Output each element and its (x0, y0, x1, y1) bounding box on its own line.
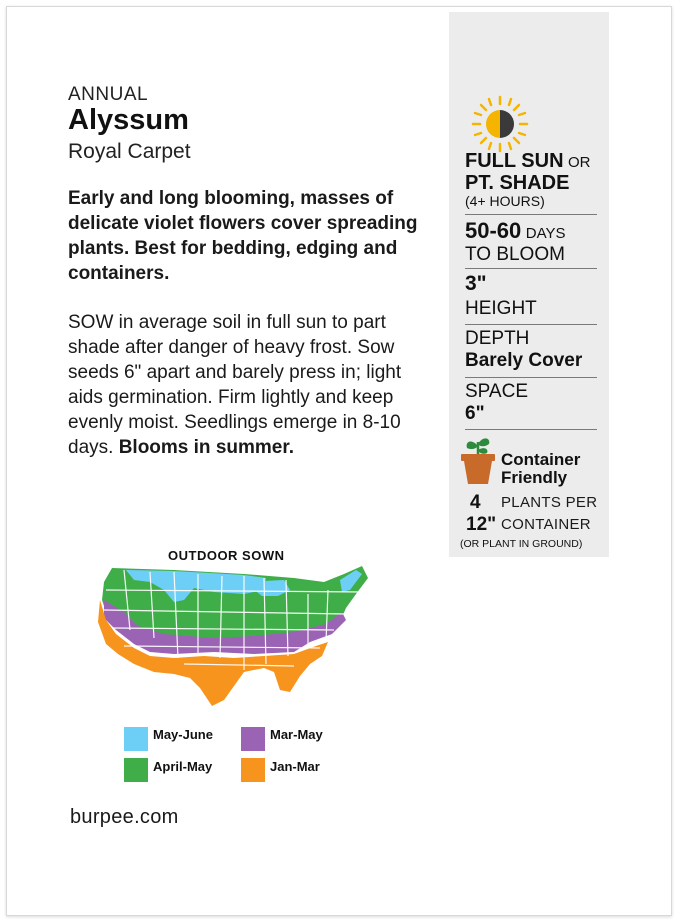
container-label: CONTAINER (501, 516, 591, 533)
plant-description: Early and long blooming, masses of delicate violet flowers cover spreading plants. Best for bedding, edging and containers. (68, 188, 418, 284)
legend-swatch-april-may (124, 758, 148, 782)
sun-hours: (4+ HOURS) (465, 193, 545, 209)
container-size: 12" (466, 514, 497, 535)
legend-label-april-may: April-May (153, 759, 213, 774)
sowing-depth (465, 324, 597, 372)
plant-name: Alyssum (68, 104, 189, 136)
bloom-value: 50-60 (465, 218, 522, 243)
legend-label-may-june: May-June (153, 727, 213, 742)
legend-label-jan-mar: Jan-Mar (270, 759, 320, 774)
depth-value: Barely Cover (465, 350, 583, 371)
sun-alt: PT. SHADE (465, 172, 570, 194)
us-planting-zone-map (94, 560, 374, 725)
website-link[interactable]: burpee.com (70, 806, 179, 828)
height-label: HEIGHT (465, 298, 537, 319)
depth-label: DEPTH (465, 328, 530, 349)
sun-or: OR (567, 154, 591, 171)
sowing-text: SOW in average soil in full sun to part shade after danger of heavy frost. Sow seeds 6" apart and barely press in; light aids germination. Firm lightly and keep evenly moist. Seedlings emerge in 8-10 days. (68, 312, 402, 458)
plants-count: 4 (470, 492, 481, 513)
plant-spacing (465, 377, 597, 425)
bloom-label: TO BLOOM (465, 244, 565, 265)
legend-swatch-mar-may (241, 727, 265, 751)
plants-label: PLANTS PER (501, 494, 598, 511)
days-to-bloom (465, 214, 597, 266)
container-line2: Friendly (501, 468, 568, 487)
space-label: SPACE (465, 381, 529, 402)
sun-icon (470, 94, 530, 154)
sun-main: FULL SUN (465, 150, 564, 172)
height-value: 3" (465, 272, 487, 295)
divider (465, 429, 597, 430)
bloom-unit: DAYS (525, 225, 566, 242)
ground-note: (OR PLANT IN GROUND) (460, 538, 583, 550)
sowing-instructions (68, 310, 438, 460)
sun-requirement (465, 150, 597, 209)
container-line1: Container (501, 450, 581, 469)
legend-label-mar-may: Mar-May (270, 727, 323, 742)
container-friendly (501, 451, 580, 487)
space-value: 6" (465, 403, 485, 424)
legend-swatch-jan-mar (241, 758, 265, 782)
bloom-season: Blooms in summer. (118, 437, 294, 458)
plant-variety: Royal Carpet (68, 140, 191, 163)
potted-plant-icon (459, 434, 497, 486)
map-title: OUTDOOR SOWN (168, 548, 285, 563)
plant-category: ANNUAL (68, 84, 149, 105)
legend-swatch-may-june (124, 727, 148, 751)
plant-height (465, 268, 597, 320)
